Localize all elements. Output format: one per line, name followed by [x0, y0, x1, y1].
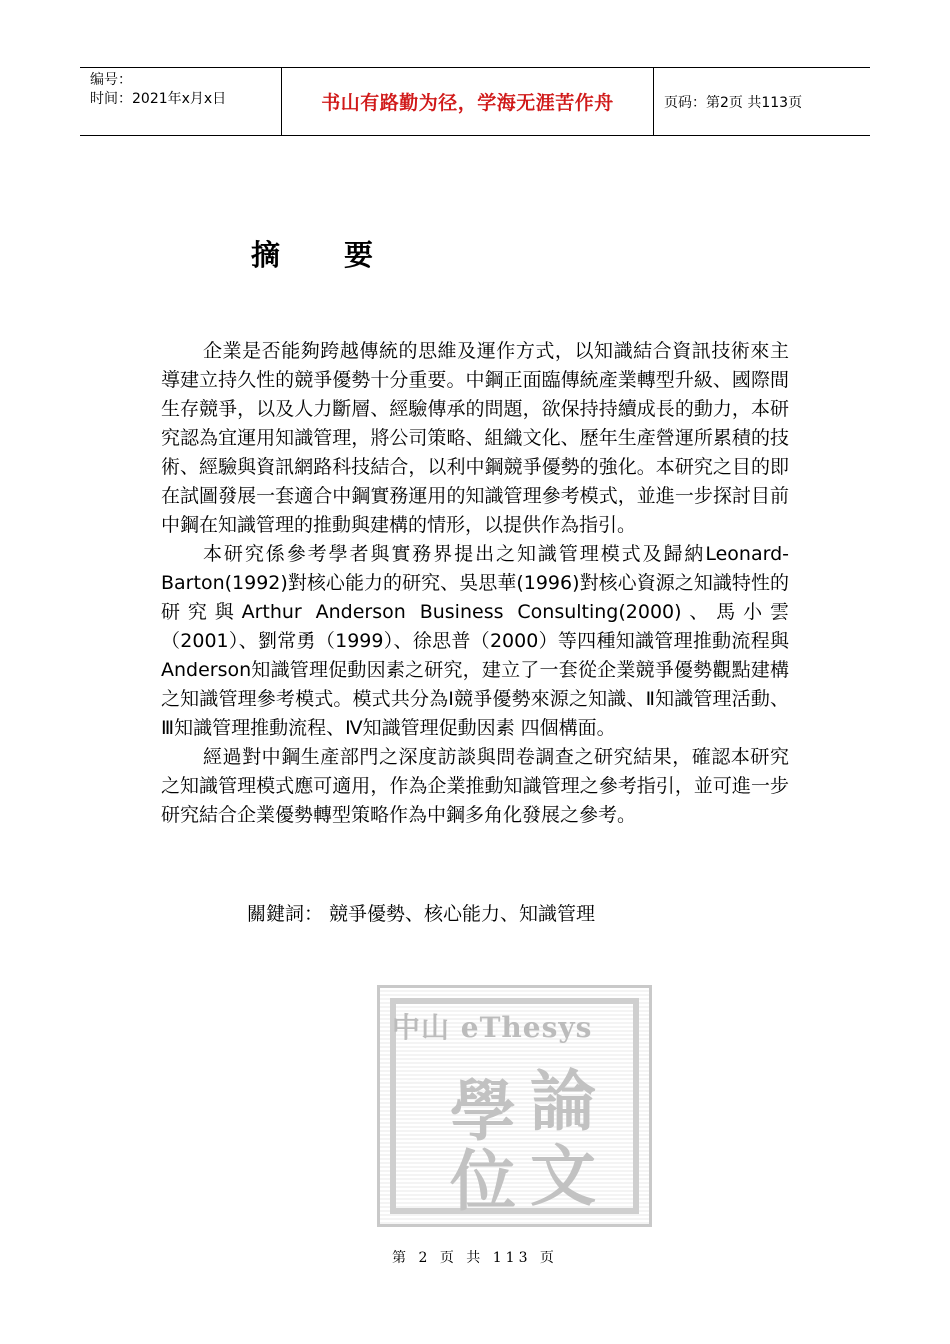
seal-char-4: 文 [530, 1137, 596, 1215]
seal-char-3: 位 [450, 1142, 516, 1220]
date-line: 时间：2021年x月x日 [90, 91, 227, 107]
header-page-reference: 页码：第2页 共113页 [664, 94, 803, 111]
abstract-body [161, 337, 789, 830]
keywords-line: 關鍵詞： 競爭優勢、核心能力、知識管理 [247, 903, 596, 925]
abstract-paragraph-2: 本研究係參考學者與實務界提出之知識管理模式及歸納Leonard-Barton(1992)對核心能力的研究、吳思華(1996)對核心資源之知識特性的研究與Arthur Anderson Business Consulting(2000)、馬小雲（2001）、劉常勇（1999）、徐思普（2000）等四種知識管理推動流程與Anderson知識管理促動因素之研究，建立了一套從企業競爭優勢觀點建構之知識管理參考模式。模式共分為Ⅰ競爭優勢來源之知識、Ⅱ知識管理活動、Ⅲ知識管理推動流程、Ⅳ知識管理促動因素 四個構面。 [161, 543, 789, 739]
header-motto-cell [281, 68, 654, 135]
seal-brand-text: 中山 eThesys [392, 1011, 593, 1044]
seal-char-2: 論 [530, 1062, 596, 1140]
ethesys-seal-watermark [377, 985, 652, 1227]
footer-page-number: 第 2 页 共 113 页 [392, 1250, 558, 1266]
header-info-cell [80, 68, 281, 135]
title-char-1: 摘 [251, 238, 281, 272]
seal-char-1: 學 [450, 1072, 516, 1150]
document-number-label: 编号： [90, 72, 132, 88]
motto-text: 书山有路勤为径，学海无涯苦作舟 [321, 92, 614, 114]
abstract-paragraph-3: 經過對中鋼生產部門之深度訪談與問卷調查之研究結果，確認本研究之知識管理模式應可適用，作為企業推動知識管理之參考指引，並可進一步研究結合企業優勢轉型策略作為中鋼多角化發展之參考。 [161, 746, 789, 826]
header-page-cell [654, 68, 870, 135]
abstract-paragraph-1: 企業是否能夠跨越傳統的思維及運作方式，以知識結合資訊技術來主導建立持久性的競爭優勢十分重要。中鋼正面臨傳統產業轉型升級、國際間生存競爭，以及人力斷層、經驗傳承的問題，欲保持持續成長的動力，本研究認為宜運用知識管理，將公司策略、組織文化、歷年生產營運所累積的技術、經驗與資訊網路科技結合，以利中鋼競爭優勢的強化。本研究之目的即在試圖發展一套適合中鋼實務運用的知識管理參考模式，並進一步探討目前中鋼在知識管理的推動與建構的情形，以提供作為指引。 [161, 340, 789, 536]
header-table [80, 67, 870, 136]
title-char-2: 要 [344, 238, 374, 272]
